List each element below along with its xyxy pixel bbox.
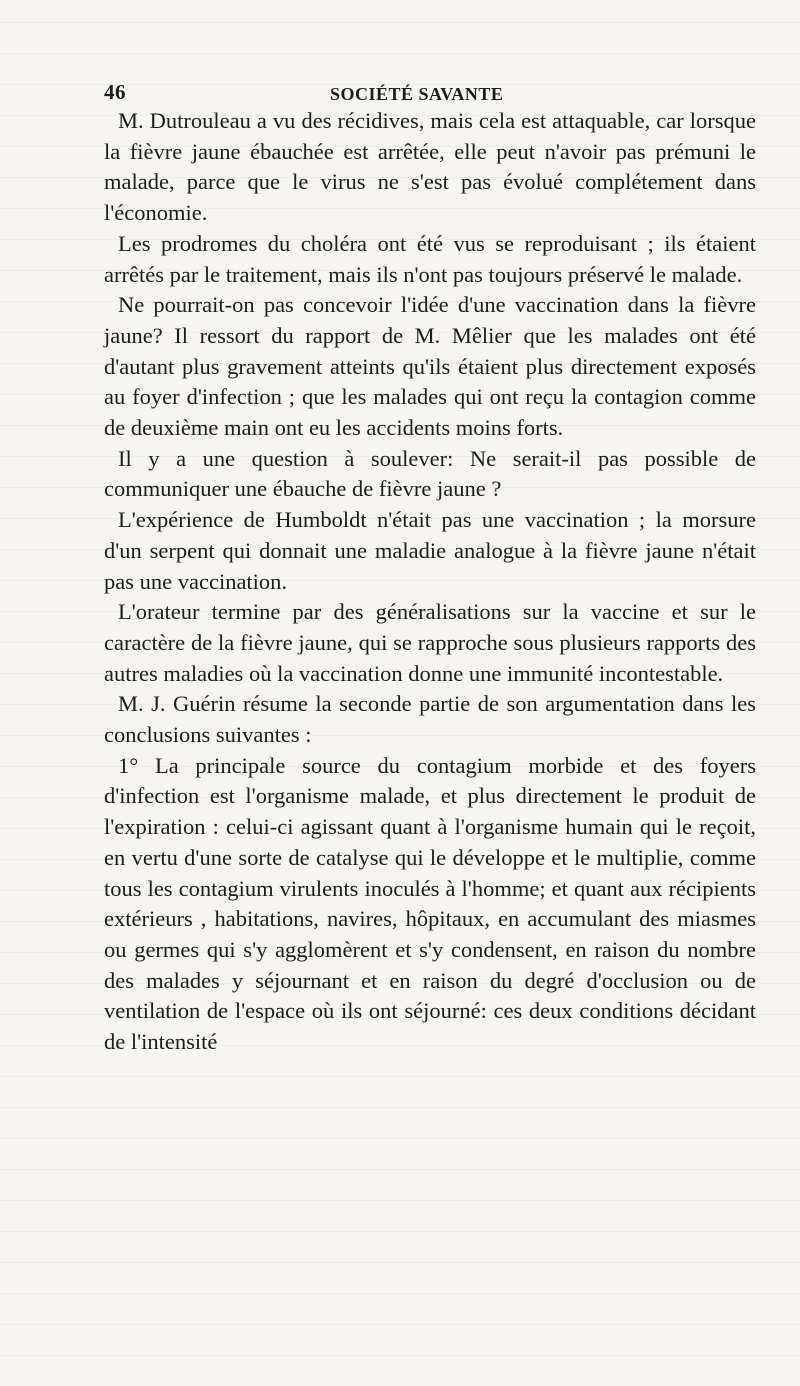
paragraph-orateur: L'orateur termine par des généralisations sur la vaccine et sur le caractère de la fièvre jaune, qui se rapproche sous plusieurs rapports des autres maladies où la vaccination donne une immunité incontestable.	[104, 599, 756, 686]
paragraph-guerin: M. J. Guérin résume la seconde partie de son argumentation dans les conclusions suivantes :	[104, 691, 756, 748]
running-head: SOCIÉTÉ SAVANTE	[330, 84, 504, 104]
page-number: 46	[104, 80, 126, 104]
paragraph-vaccination-question: Ne pourrait-on pas concevoir l'idée d'une vaccination dans la fièvre jaune? Il ressort du rapport de M. Mêlier que les malades ont été d'autant plus gravement atteints qu'ils étaient plus directement exposés au foyer d'infection ; que les malades qui ont reçu la contagion comme de deuxième main ont eu les accidents moins forts.	[104, 292, 756, 441]
paragraph-conclusion-1: 1° La principale source du contagium morbide et des foyers d'infection est l'organisme malade, et plus directement le produit de l'expiration : celui-ci agissant quant à l'organisme humain qui le reçoit, en vertu d'une sorte de catalyse qui le développe et le multiplie, comme tous les contagium virulents inoculés à l'homme; et quant aux récipients extérieurs , habitations, navires, hôpitaux, en accumulant des miasmes ou germes qui s'y agglomèrent et s'y condensent, en raison du nombre des malades y séjournant et en raison du degré d'occlusion ou de ventilation de l'espace où ils ont séjourné: ces deux conditions décidant de l'intensité	[104, 752, 756, 1055]
paragraph-humboldt: L'expérience de Humboldt n'était pas une vaccination ; la morsure d'un serpent qui donnait une maladie analogue à la fièvre jaune n'était pas une vaccination.	[104, 507, 756, 594]
body-text	[104, 106, 756, 1058]
paragraph-cholera: Les prodromes du choléra ont été vus se reproduisant ; ils étaient arrêtés par le traitement, mais ils n'ont pas toujours préservé le malade.	[104, 230, 756, 287]
book-page	[104, 78, 756, 1058]
page-header	[104, 78, 756, 106]
paragraph-dutrouleau: M. Dutrouleau a vu des récidives, mais cela est attaquable, car lorsque la fièvre jaune ébauchée est arrêtée, elle peut n'avoir pas prémuni le malade, parce que le virus ne s'est pas évolué complétement dans l'économie.	[104, 108, 756, 226]
paragraph-question: Il y a une question à soulever: Ne serait-il pas possible de communiquer une ébauche de fièvre jaune ?	[104, 445, 756, 502]
